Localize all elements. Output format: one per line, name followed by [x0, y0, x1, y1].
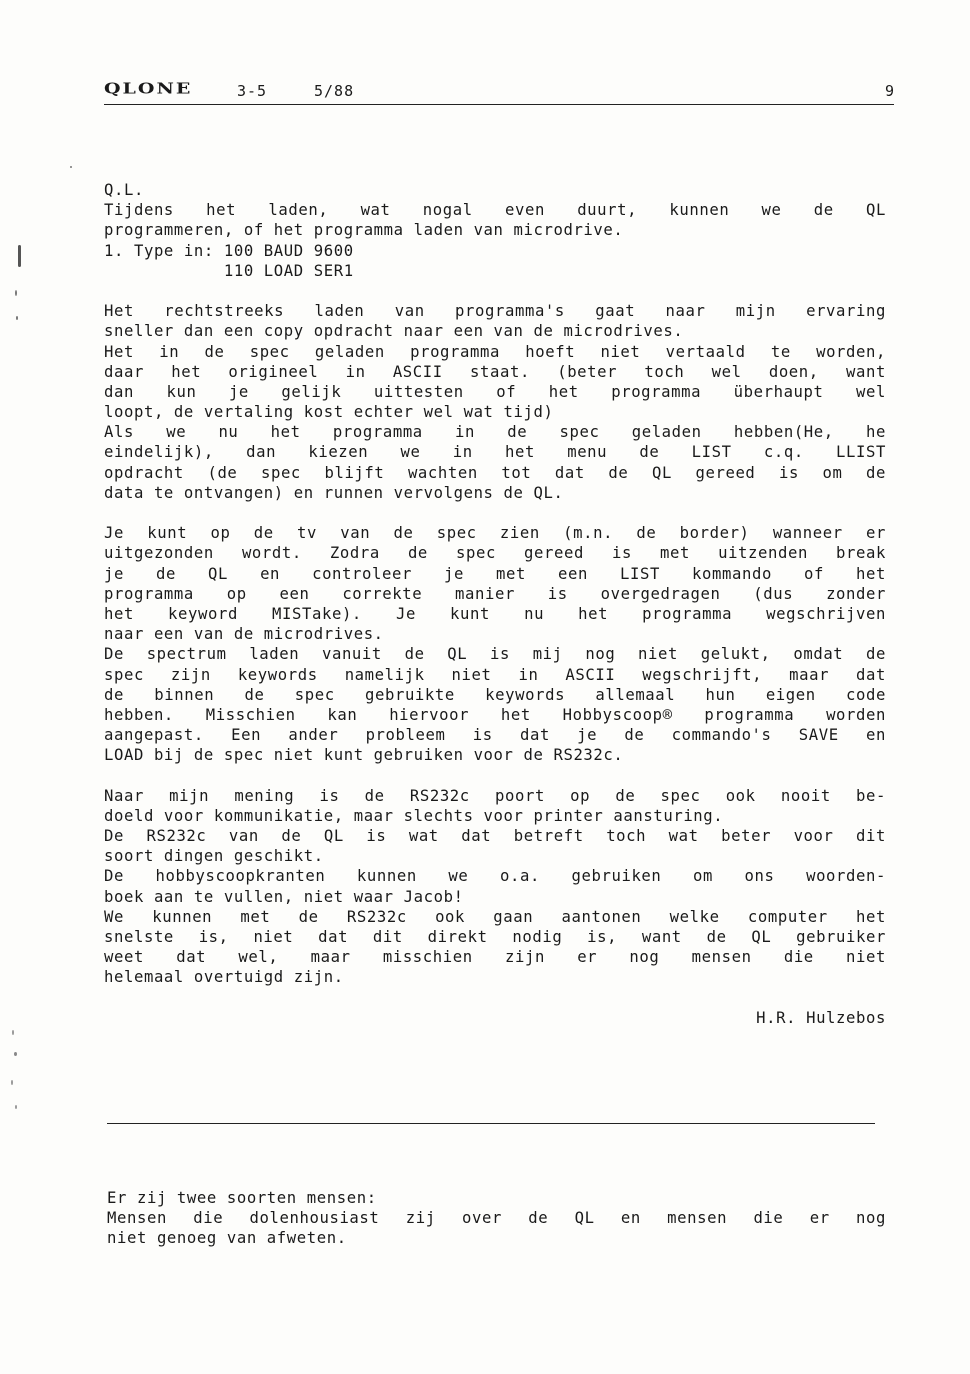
text-line: 1. Type in: 100 BAUD 9600	[104, 241, 354, 260]
text-line: programmeren, of het programma laden van microdrive.	[104, 221, 624, 240]
text-line: De spectrum laden vanuit de QL is mij nog niet gelukt, omdat de	[104, 645, 886, 664]
section-divider	[107, 1123, 875, 1124]
text-line: Er zij twee soorten mensen:	[107, 1189, 377, 1207]
text-line: Je kunt op de tv van de spec zien (m.n. de border) wanneer er	[104, 524, 886, 543]
text-line: hebben. Misschien kan hiervoor het Hobbyscoop® programma worden	[104, 705, 886, 724]
text-line: De hobbyscoopkranten kunnen we o.a. gebruiken om ons woorden-	[104, 867, 886, 886]
scan-mark	[15, 1105, 17, 1109]
text-line: je de QL en controleer je met een LIST kommando of het	[104, 564, 886, 583]
blank-line	[104, 281, 886, 301]
text-line: helemaal overtuigd zijn.	[104, 968, 344, 987]
text-line: programma op een correkte manier is overgedragen (dus zonder	[104, 584, 886, 603]
scan-mark	[14, 1052, 17, 1056]
scan-mark	[12, 1030, 14, 1035]
text-line: dan kun je gelijk uittesten of het programma überhaupt wel	[104, 382, 886, 401]
issue-number: 3-5	[237, 82, 268, 100]
text-line: Q.L.	[104, 181, 144, 199]
text-line: We kunnen met de RS232c ook gaan aantonen welke computer het	[104, 907, 886, 926]
scan-mark	[11, 1080, 13, 1085]
text-line: weet dat wel, maar misschien zijn er nog mensen die niet	[104, 948, 886, 967]
text-line: de binnen de spec gebruikte keywords allemaal hun eigen code	[104, 685, 886, 704]
text-line: aangepast. Een ander probleem is dat je de commando's SAVE en	[104, 726, 886, 745]
signature-gap	[104, 988, 886, 1008]
blank-line	[104, 503, 886, 523]
footer-lines	[107, 1188, 886, 1249]
text-line: Mensen die dolenhousiast zij over de QL en mensen die er nog	[107, 1209, 886, 1228]
text-line: snelste is, niet dat dit direkt nodig is, want de QL gebruiker	[104, 927, 886, 946]
text-line: loopt, de vertaling kost echter wel wat tijd)	[104, 403, 554, 422]
text-line: Tijdens het laden, wat nogal even duurt, kunnen we de QL	[104, 201, 886, 220]
text-line: Als we nu het programma in de spec geladen hebben(He, he	[104, 423, 886, 442]
page-header	[104, 80, 894, 105]
footer-note	[107, 1188, 886, 1249]
text-line: opdracht (de spec blijft wachten tot dat de QL gereed is om de	[104, 463, 886, 482]
text-line: naar een van de microdrives.	[104, 625, 384, 644]
text-line: LOAD bij de spec niet kunt gebruiken voor de RS232c.	[104, 746, 624, 765]
scan-mark	[16, 316, 18, 320]
text-line: boek aan te vullen, niet waar Jacob!	[104, 887, 464, 906]
text-line: uitgezonden wordt. Zodra de spec gereed is met uitzenden break	[104, 544, 886, 563]
scan-mark	[15, 290, 17, 296]
scan-mark	[70, 166, 72, 168]
text-line: 110 LOAD SER1	[104, 261, 354, 280]
text-line: De RS232c van de QL is wat dat betreft toch wat beter voor dit	[104, 827, 886, 845]
text-line: spec zijn keywords namelijk niet in ASCII wegschrijft, maar dat	[104, 665, 886, 684]
text-line: het keyword MISTake). Je kunt nu het programma wegschrijven	[104, 604, 886, 623]
author-signature: H.R. Hulzebos	[756, 1008, 886, 1027]
text-line: Het rechtstreeks laden van programma's gaat naar mijn ervaring	[104, 302, 886, 321]
article-lines	[104, 180, 886, 988]
text-line: daar het origineel in ASCII staat. (beter toch wel doen, want	[104, 362, 886, 381]
scan-mark	[18, 245, 21, 267]
newsletter-logo: QLONE	[104, 80, 193, 98]
issue-date: 5/88	[314, 82, 355, 100]
text-line: soort dingen geschikt.	[104, 847, 324, 866]
text-line: Naar mijn mening is de RS232c poort op de spec ook nooit be-	[104, 786, 886, 805]
text-line: sneller dan een copy opdracht naar een van de microdrives.	[104, 322, 684, 341]
text-line: niet genoeg van afweten.	[107, 1229, 347, 1248]
text-line: Het in de spec geladen programma hoeft niet vertaald te worden,	[104, 342, 886, 361]
text-line: data te ontvangen) en runnen vervolgens de QL.	[104, 483, 564, 502]
article-body	[104, 180, 886, 1028]
text-line: eindelijk), dan kiezen we in het menu de LIST c.q. LLIST	[104, 443, 886, 462]
blank-line	[104, 765, 886, 785]
page-number: 9	[884, 82, 894, 100]
text-line: doeld voor kommunikatie, maar slechts voor printer aansturing.	[104, 806, 724, 825]
